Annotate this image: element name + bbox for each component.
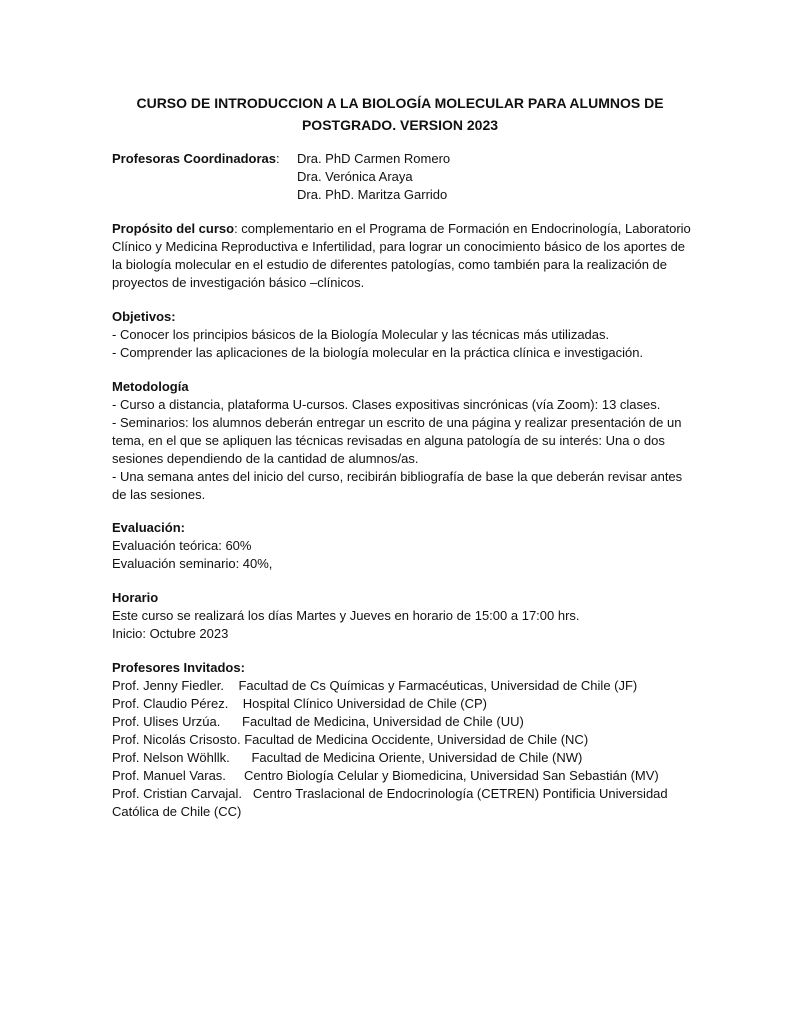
evaluation-section	[112, 519, 692, 573]
evaluation-item: Evaluación teórica: 60%	[112, 538, 252, 553]
guest-name: Prof. Nelson Wöhllk.	[112, 750, 230, 765]
guest-item	[112, 677, 692, 695]
purpose-section	[112, 220, 692, 292]
guest-item	[112, 695, 692, 713]
evaluation-item: Evaluación seminario: 40%,	[112, 556, 273, 571]
schedule-item: Este curso se realizará los días Martes y Jueves en horario de 15:00 a 17:00 hrs.	[112, 608, 580, 623]
coordinator-name: Dra. PhD Carmen Romero	[297, 151, 451, 166]
guests-heading: Profesores Invitados:	[112, 660, 245, 675]
guest-affiliation: Centro Biología Celular y Biomedicina, Universidad San Sebastián (MV)	[243, 768, 659, 783]
guests-section	[112, 659, 692, 821]
objectives-heading: Objetivos:	[112, 309, 176, 324]
guest-affiliation: Hospital Clínico Universidad de Chile (CP)	[242, 696, 488, 711]
methodology-item: - Seminarios: los alumnos deberán entregar un escrito de una página y realizar presentación de un tema, en el que se apliquen las técnicas revisadas en alguna patología de su interés: Una o dos sesiones dependiendo de la cantidad de alumnos/as.	[112, 415, 682, 466]
methodology-section	[112, 378, 692, 504]
guest-affiliation: Facultad de Medicina Oriente, Universidad de Chile (NW)	[251, 750, 583, 765]
guest-name: Prof. Nicolás Crisosto.	[112, 732, 241, 747]
title-line-1: CURSO DE INTRODUCCION A LA BIOLOGÍA MOLECULAR PARA ALUMNOS DE	[136, 95, 664, 111]
schedule-section	[112, 589, 692, 643]
coordinator-name: Dra. PhD. Maritza Garrido	[297, 187, 448, 202]
purpose-label: Propósito del curso	[112, 221, 235, 236]
guest-item	[112, 713, 692, 731]
guest-item	[112, 731, 692, 749]
objectives-section	[112, 308, 692, 362]
coordinator-name: Dra. Verónica Araya	[297, 169, 413, 184]
guest-name: Prof. Jenny Fiedler.	[112, 678, 224, 693]
guest-affiliation: Centro Traslacional de Endocrinología (CETREN) Pontificia Universidad Católica de Chile (CC)	[112, 786, 668, 819]
guest-item	[112, 749, 692, 767]
schedule-heading: Horario	[112, 590, 159, 605]
schedule-item: Inicio: Octubre 2023	[112, 626, 229, 641]
guest-item	[112, 785, 692, 821]
coordinators-block: Profesoras Coordinadoras: Dra. PhD Carmen Romero Dra. Verónica Araya Dra. PhD. Maritza Garrido	[112, 151, 451, 202]
guest-item	[112, 767, 692, 785]
guest-affiliation: Facultad de Cs Químicas y Farmacéuticas, Universidad de Chile (JF)	[238, 678, 638, 693]
guest-name: Prof. Manuel Varas.	[112, 768, 226, 783]
guest-name: Prof. Ulises Urzúa.	[112, 714, 221, 729]
objective-item: - Comprender las aplicaciones de la biología molecular en la práctica clínica e investigación.	[112, 345, 644, 360]
guest-affiliation: Facultad de Medicina, Universidad de Chile (UU)	[242, 714, 524, 729]
methodology-item: - Una semana antes del inicio del curso, recibirán bibliografía de base la que deberán revisar antes de las sesiones.	[112, 469, 683, 502]
methodology-heading: Metodología	[112, 379, 189, 394]
methodology-item: - Curso a distancia, plataforma U-cursos. Clases expositivas sincrónicas (vía Zoom): 13 clases.	[112, 397, 661, 412]
coordinators-label: Profesoras Coordinadoras	[112, 151, 276, 166]
guest-name: Prof. Cristian Carvajal.	[112, 786, 243, 801]
evaluation-heading: Evaluación:	[112, 520, 185, 535]
guest-name: Prof. Claudio Pérez.	[112, 696, 229, 711]
document-title	[110, 92, 690, 136]
objective-item: - Conocer los principios básicos de la Biología Molecular y las técnicas más utilizadas.	[112, 327, 610, 342]
guest-affiliation: Facultad de Medicina Occidente, Universidad de Chile (NC)	[244, 732, 589, 747]
purpose-text: : complementario en el Programa de Formación en Endocrinología, Laboratorio Clínico y Medicina Reproductiva e Infertilidad, para lograr un conocimiento básico de los aportes de la biología molecular en el estudio de diferentes patologías, como también para la realización de proyectos de investigación básico –clínicos.	[112, 221, 691, 290]
title-line-2: POSTGRADO. VERSION 2023	[301, 117, 499, 133]
